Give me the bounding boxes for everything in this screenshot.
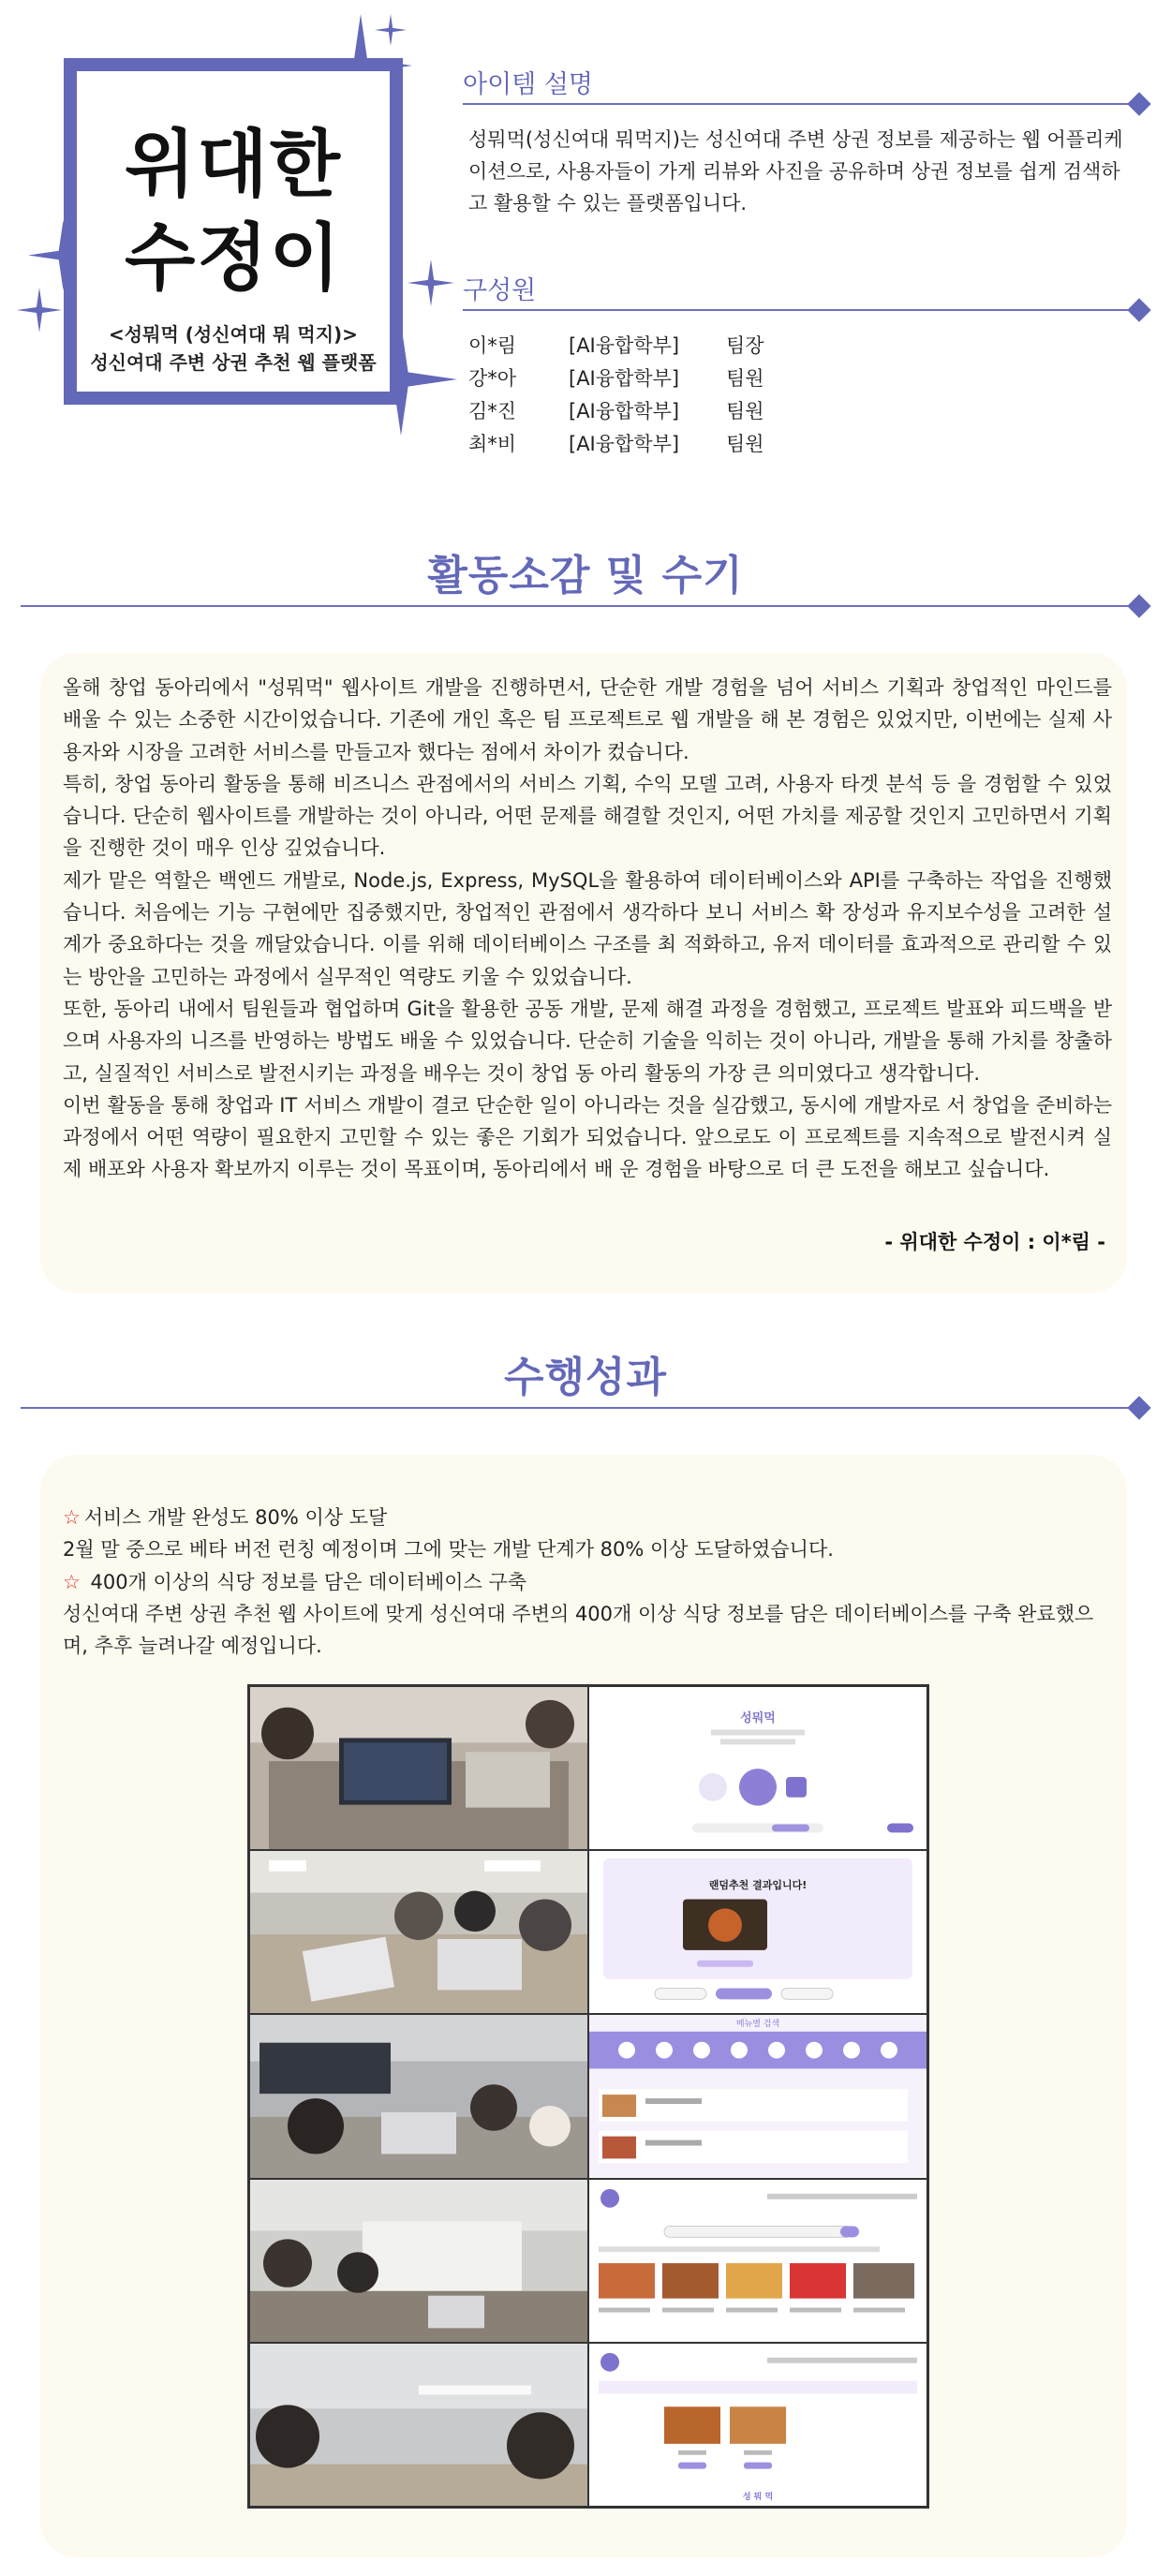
activity-photo bbox=[249, 1850, 588, 2014]
team-name bbox=[77, 118, 390, 305]
app-name: 성뭐먹 bbox=[740, 1711, 776, 1725]
member-row bbox=[468, 330, 764, 363]
member-row bbox=[468, 428, 764, 461]
item-heading: 아이템 설명 bbox=[463, 70, 593, 99]
member-dept: [AI융합학부] bbox=[569, 433, 680, 455]
reflection-heading: 활동소감 및 수기 bbox=[427, 552, 744, 600]
achievement-title-text: 400개 이상의 식당 정보를 담은 데이터베이스 구축 bbox=[83, 1570, 527, 1593]
member-name: 김*진 bbox=[468, 400, 517, 422]
paragraph: 특히, 창업 동아리 활동을 통해 비즈니스 관점에서의 서비스 기획, 수익 모델 고려, 사용자 타겟 분석 등 을 경험할 수 있었습니다. 단순히 웹사이트를 개발하는 것이 아니라, 어떤 문제를 해결할 것인지, 어떤 가치를 제공할 것인지 고민하면서 기획을 진행한 것이 매우 인상 깊었습니다. bbox=[63, 772, 1112, 860]
activity-photo bbox=[249, 2179, 588, 2343]
divider bbox=[463, 309, 1137, 311]
achievement-detail: 성신여대 주변 상권 추천 웹 사이트에 맞게 성신여대 주변의 400개 이상 식당 정보를 담은 데이터베이스를 구축 완료했으며, 추후 늘려나갈 예정입니다. bbox=[63, 1602, 1094, 1658]
app-screenshot-home bbox=[588, 1686, 927, 1850]
sparkle-icon bbox=[17, 288, 62, 333]
member-row bbox=[468, 363, 764, 395]
member-role: 팀장 bbox=[726, 334, 764, 357]
star-icon: ☆ bbox=[63, 1570, 81, 1593]
activity-photo-grid bbox=[247, 1684, 929, 2509]
member-name: 강*아 bbox=[468, 367, 517, 390]
app-screenshot-menu bbox=[588, 2014, 927, 2178]
divider bbox=[21, 1407, 1140, 1409]
subtitle-line1: <성뭐먹 (성신여대 뭐 먹지)> bbox=[109, 323, 358, 346]
paragraph: 또한, 동아리 내에서 팀원들과 협업하며 Git을 활용한 공동 개발, 문제 해결 과정을 경험했고, 프로젝트 발표와 피드백을 받으며 사용자의 니즈를 반영하는 방법도 배울 수 있었습니다. 단순히 기술을 익히는 것이 아니라, 개발을 통해 가치를 창출하고, 실질적인 서비스로 발전시키는 과정을 배우는 것이 창업 동 아리 활동의 가장 큰 의미였다고 생각합니다. bbox=[63, 997, 1112, 1085]
achievement-title bbox=[63, 1502, 1112, 1533]
signature: - 위대한 수정이 : 이*림 - bbox=[884, 1231, 1105, 1253]
diamond-icon bbox=[1127, 298, 1150, 321]
app-screenshot-detail bbox=[588, 2343, 927, 2507]
team-name-line1: 위대한 bbox=[124, 123, 343, 207]
activity-photo bbox=[249, 2014, 588, 2178]
badge-frame bbox=[64, 58, 403, 405]
activity-photo bbox=[249, 2343, 588, 2507]
members-list bbox=[468, 330, 764, 461]
sparkle-icon bbox=[408, 259, 454, 306]
achievement-title bbox=[63, 1566, 1112, 1598]
achievement-detail: 2월 말 중으로 베타 버전 런칭 예정이며 그에 맞는 개발 단계가 80% 이상 도달하였습니다. bbox=[63, 1538, 834, 1562]
team-subtitle bbox=[77, 320, 390, 377]
divider bbox=[21, 605, 1140, 607]
app-screenshot-search bbox=[588, 2179, 927, 2343]
member-row bbox=[468, 395, 764, 428]
paragraph: 제가 맡은 역할은 백엔드 개발로, Node.js, Express, MySQL을 활용하여 데이터베이스와 API를 구축하는 작업을 진행했습니다. 처음에는 기능 구현에만 집중했지만, 창업적인 관점에서 생각하다 보니 서비스 확 장성과 유지보수성을 고려한 설계가 중요하다는 것을 깨달았습니다. 이를 위해 데이터베이스 구조를 최 적화하고, 유저 데이터를 효과적으로 관리할 수 있는 방안을 고민하는 과정에서 실무적인 역량도 키울 수 있었습니다. bbox=[63, 868, 1112, 988]
sparkle-icon bbox=[375, 14, 407, 46]
paragraph: 이번 활동을 통해 창업과 IT 서비스 개발이 결코 단순한 일이 아니라는 것을 실감했고, 동시에 개발자로 서 창업을 준비하는 과정에서 어떤 역량이 필요한지 고민할 수 있는 좋은 기회가 되었습니다. 앞으로도 이 프로젝트를 지속적으로 발전시켜 실제 배포와 사용자 확보까지 이루는 것이 목표이며, 동아리에서 배 운 경험을 바탕으로 더 큰 도전을 해보고 싶습니다. bbox=[63, 1093, 1112, 1181]
app-screenshot-random bbox=[588, 1850, 927, 2014]
footer-logo: 성 뭐 먹 bbox=[742, 2492, 774, 2502]
member-dept: [AI융합학부] bbox=[569, 400, 680, 422]
member-role: 팀원 bbox=[726, 433, 764, 455]
member-dept: [AI융합학부] bbox=[569, 367, 680, 390]
star-icon: ☆ bbox=[63, 1506, 81, 1529]
subtitle-line2: 성신여대 주변 상권 추천 웹 플랫폼 bbox=[90, 351, 377, 374]
reflection-text bbox=[63, 672, 1112, 1186]
members-heading: 구성원 bbox=[463, 276, 537, 305]
title-badge bbox=[28, 14, 450, 445]
member-role: 팀원 bbox=[726, 400, 764, 422]
team-name-line2: 수정이 bbox=[124, 216, 343, 301]
diamond-icon bbox=[1127, 92, 1150, 115]
member-role: 팀원 bbox=[726, 367, 764, 390]
achievements-heading: 수행성과 bbox=[503, 1354, 667, 1401]
random-result-text: 랜덤추천 결과입니다! bbox=[708, 1879, 808, 1892]
menu-select-label: 메뉴별 검색 bbox=[735, 2020, 780, 2030]
member-dept: [AI융합학부] bbox=[569, 334, 680, 357]
achievement-title-text: 서비스 개발 완성도 80% 이상 도달 bbox=[83, 1506, 388, 1529]
paragraph: 올해 창업 동아리에서 "성뭐먹" 웹사이트 개발을 진행하면서, 단순한 개발 경험을 넘어 서비스 기획과 창업적인 마인드를 배울 수 있는 소중한 시간이었습니다. 기존에 개인 혹은 팀 프로젝트로 웹 개발을 해 본 경험은 있었지만, 이번에는 실제 사용자와 시장을 고려한 서비스를 만들고자 했다는 점에서 차이가 컸습니다. bbox=[63, 676, 1113, 763]
member-name: 최*비 bbox=[468, 433, 517, 455]
member-name: 이*림 bbox=[468, 334, 517, 357]
item-description: 성뭐먹(성신여대 뭐먹지)는 성신여대 주변 상권 정보를 제공하는 웹 어플리케이션으로, 사용자들이 가게 리뷰와 사진을 공유하며 상권 정보를 쉽게 검색하고 활용할 수 있는 플랫폼입니다. bbox=[468, 128, 1123, 215]
divider bbox=[463, 103, 1137, 105]
activity-photo bbox=[249, 1686, 588, 1850]
achievements-list bbox=[63, 1502, 1112, 1662]
